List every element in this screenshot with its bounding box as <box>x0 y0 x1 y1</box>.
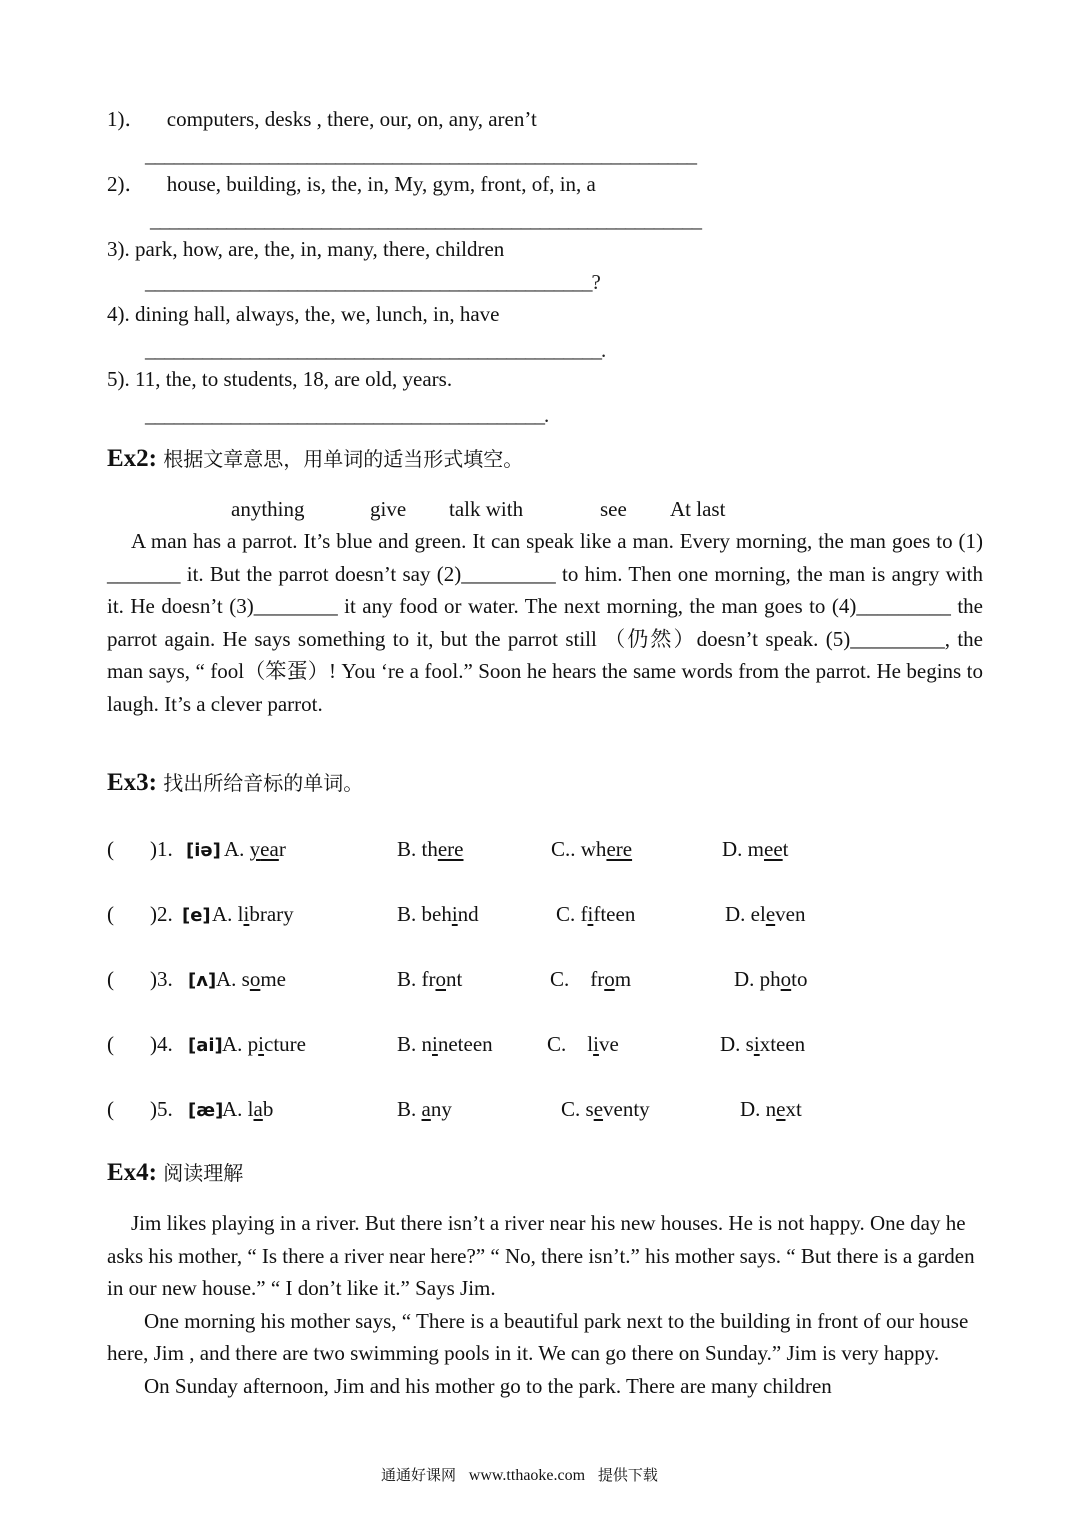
answer-bracket[interactable]: ( <box>107 1097 114 1121</box>
item-words: park, how, are, the, in, many, there, children <box>135 237 505 261</box>
item-number: 1)． <box>107 107 146 131</box>
option-b[interactable]: B. nineteen <box>397 1032 493 1056</box>
option-d[interactable]: D. sixteen <box>720 1032 806 1056</box>
question-ipa: [ai] <box>188 1035 223 1056</box>
word-bank-item: At last <box>670 497 726 521</box>
option-a[interactable]: A. some <box>216 967 286 991</box>
question-ipa: [ʌ] <box>188 970 217 991</box>
answer-bracket[interactable]: ( <box>107 1032 114 1056</box>
question-ipa: [e] <box>182 905 211 926</box>
option-a[interactable]: A. lab <box>222 1097 274 1121</box>
ex1-item-1 <box>107 107 537 131</box>
ex1-item-4 <box>107 302 500 326</box>
ex1-item-2 <box>107 172 596 196</box>
ex4-paragraph: Jim likes playing in a river. But there isn’t a river near his new houses. He is not happy. One day he asks his mother, “ Is there a river near here?” “ No, there isn’t.” his mother says. “ But there is a garden in our new house.” “ I don’t like it.” Says Jim. <box>107 1211 975 1301</box>
option-a[interactable]: A. library <box>212 902 294 926</box>
option-d[interactable]: D. next <box>740 1097 802 1121</box>
question-number: )2. <box>150 902 173 926</box>
option-a[interactable]: A. year <box>224 837 286 861</box>
footer-note: 提供下载 <box>597 1466 658 1484</box>
item-number: 5). <box>107 367 130 391</box>
option-b[interactable]: B. behind <box>397 902 479 926</box>
ex4-paragraph: One morning his mother says, “ There is a beautiful park next to the building in front of our house here, Jim , and there are two swimming pools in it. We can go there on Sunday.” Jim is very happy. <box>107 1308 969 1366</box>
option-c[interactable]: C. live <box>547 1032 619 1056</box>
answer-line-3[interactable]: _______________________________________________? <box>145 270 600 294</box>
item-number: 4). <box>107 302 130 326</box>
option-c[interactable]: C.. where <box>551 837 633 861</box>
option-d[interactable]: D. meet <box>722 837 789 861</box>
option-c[interactable]: C. seventy <box>561 1097 650 1121</box>
ex2-label: Ex2: <box>107 445 157 472</box>
option-d[interactable]: D. photo <box>734 967 808 991</box>
ex2-passage <box>107 525 983 721</box>
answer-line-2[interactable]: __________________________________________________________ <box>150 208 701 232</box>
ex2-passage-text: A man has a parrot. It’s blue and green. It can speak like a man. Every morning, the man goes to (1) _______ it. But the parrot doesn’t say (2)_________ to him. Then one morning, the man is angry with it. He doesn’t (3)________ it any food or water. The next morning, the man goes to (4)_________ the parrot again. He says something to it, but the parrot still （仍然）doesn’t speak. (5)_________, the man says, “ fool（笨蛋）! You ‘re a fool.” Soon he hears the same words from the parrot. He begins to laugh. It’s a clever parrot. <box>107 529 983 716</box>
option-d[interactable]: D. eleven <box>725 902 806 926</box>
page-footer <box>381 1464 658 1485</box>
ex4-paragraph: On Sunday afternoon, Jim and his mother go to the park. There are many children <box>144 1373 832 1398</box>
ex2-instruction: 根据文章意思，用单词的适当形式填空。 <box>163 447 524 471</box>
ex4-label: Ex4: <box>107 1159 157 1186</box>
item-number: 2)． <box>107 172 146 196</box>
item-words: dining hall, always, the, we, lunch, in, have <box>135 302 500 326</box>
ex4-instruction: 阅读理解 <box>163 1161 244 1185</box>
ex3-label: Ex3: <box>107 769 157 796</box>
word-bank-item: talk with <box>449 497 524 521</box>
ex2-heading <box>107 444 523 474</box>
option-b[interactable]: B. front <box>397 967 463 991</box>
answer-line-5[interactable]: __________________________________________. <box>145 403 549 427</box>
word-bank-item: see <box>600 497 627 521</box>
item-number: 3). <box>107 237 130 261</box>
option-c[interactable]: C. from <box>550 967 632 991</box>
question-ipa: [æ] <box>188 1100 224 1121</box>
ex3-heading <box>107 768 363 798</box>
option-a[interactable]: A. picture <box>222 1032 306 1056</box>
question-number: )3. <box>150 967 173 991</box>
footer-url[interactable]: www.tthaoke.com <box>468 1467 586 1484</box>
footer-site-name: 通通好课网 <box>381 1466 457 1484</box>
ex4-heading <box>107 1158 243 1188</box>
option-c[interactable]: C. fifteen <box>556 902 636 926</box>
question-number: )5. <box>150 1097 173 1121</box>
answer-bracket[interactable]: ( <box>107 902 114 926</box>
answer-line-4[interactable]: ________________________________________________. <box>145 338 606 362</box>
ex3-instruction: 找出所给音标的单词。 <box>163 771 364 795</box>
answer-bracket[interactable]: ( <box>107 967 114 991</box>
question-number: )4. <box>150 1032 173 1056</box>
option-b[interactable]: B. any <box>397 1097 452 1121</box>
item-words: house, building, is, the, in, My, gym, front, of, in, a <box>166 172 596 196</box>
answer-bracket[interactable]: ( <box>107 837 114 861</box>
item-words: computers, desks , there, our, on, any, aren’t <box>166 107 537 131</box>
option-b[interactable]: B. there <box>397 837 464 861</box>
question-number: )1. <box>150 837 173 861</box>
word-bank-item: give <box>370 497 407 521</box>
ex4-passage <box>107 1207 983 1403</box>
question-ipa: [iə] <box>186 840 221 861</box>
answer-line-1[interactable]: __________________________________________________________ <box>145 143 696 167</box>
ex1-item-3 <box>107 237 504 261</box>
item-words: 11, the, to students, 18, are old, years. <box>135 367 453 391</box>
ex1-item-5 <box>107 367 452 391</box>
word-bank-item: anything <box>231 497 305 521</box>
